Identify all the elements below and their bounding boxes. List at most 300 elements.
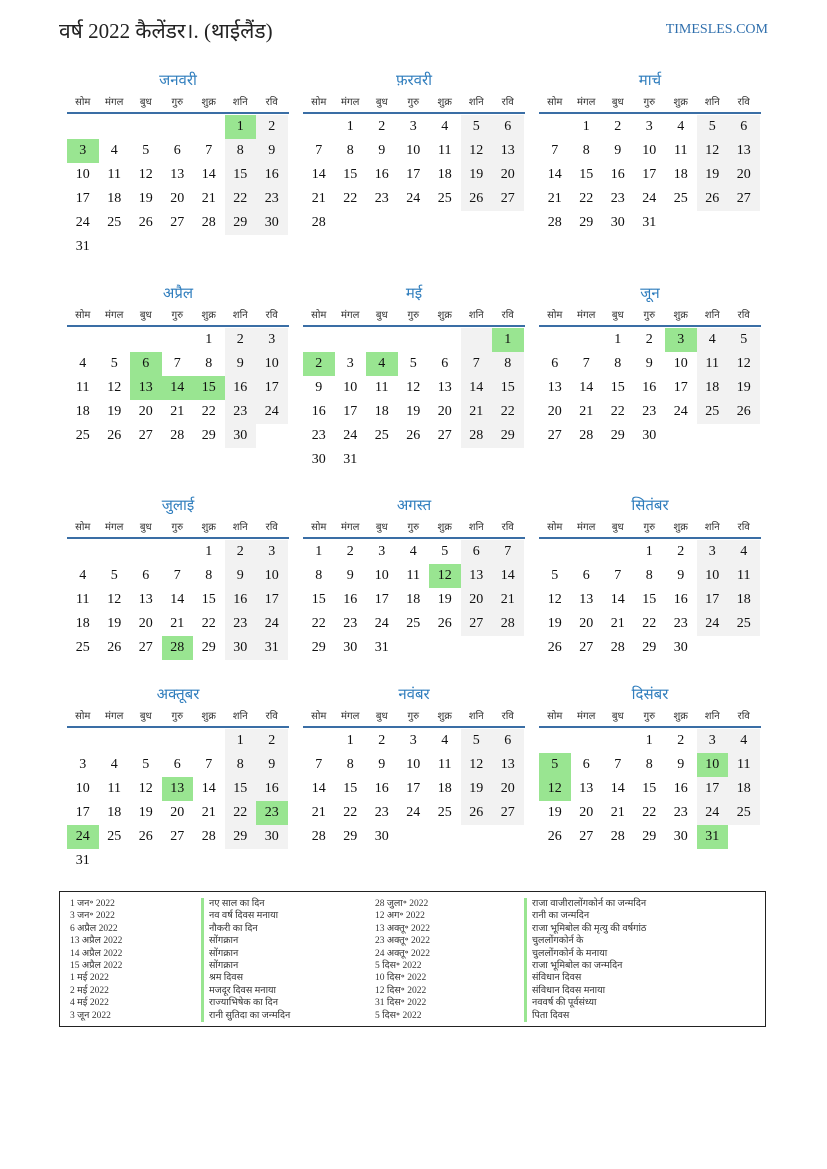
month-name: अक्तूबर [156, 687, 200, 703]
day-cell: 29 [201, 428, 216, 443]
empty-day-cell [130, 328, 162, 352]
empty-day-cell [697, 211, 729, 235]
day-cell: 9 [225, 564, 257, 588]
empty-day-cell [130, 849, 162, 873]
empty-day-cell [162, 328, 194, 352]
day-cell: 7 [614, 568, 622, 583]
day-cell: 23 [642, 404, 657, 419]
day-cell: 9 [225, 352, 257, 376]
day-cell: 9 [256, 753, 288, 777]
day-cell: 13 [138, 592, 153, 607]
day-cell: 24 [374, 616, 389, 631]
week-row [67, 424, 289, 448]
day-cell: 21 [610, 805, 625, 820]
month-block [67, 497, 289, 660]
day-cell: 29 [610, 428, 625, 443]
empty-day-cell [429, 328, 461, 352]
holiday-date: 5 दिस॰ 2022 [375, 1010, 422, 1021]
empty-day-cell [539, 729, 571, 753]
month-name: जनवरी [159, 73, 197, 89]
empty-day-cell [461, 636, 493, 660]
day-cell: 1 [205, 544, 213, 559]
day-cell: 11 [438, 757, 452, 772]
day-cell: 10 [697, 753, 729, 777]
day-cell: 6 [441, 356, 449, 371]
holiday-name: रानी सुतिदा का जन्मदिन [201, 1010, 290, 1022]
day-cell: 7 [173, 356, 181, 371]
day-cell: 22 [610, 404, 625, 419]
weekday-label: रवि [737, 309, 750, 321]
day-cell: 19 [406, 404, 421, 419]
holiday-date: 1 जन॰ 2022 [70, 899, 115, 909]
week-row [303, 729, 525, 753]
day-cell: 30 [225, 636, 257, 660]
day-cell: 18 [107, 805, 122, 820]
weekday-label: गुरु [643, 710, 656, 722]
week-row [303, 825, 525, 849]
day-cell: 2 [614, 119, 622, 134]
holiday-name: संविधान दिवस [524, 972, 646, 984]
weekday-label: शुक्र [437, 309, 452, 321]
day-cell: 26 [547, 829, 562, 844]
day-cell: 1 [614, 332, 622, 347]
day-cell: 27 [170, 829, 185, 844]
empty-day-cell [303, 328, 335, 352]
day-cell: 31 [343, 452, 358, 467]
day-cell: 16 [256, 777, 288, 801]
day-cell: 8 [205, 568, 213, 583]
empty-day-cell [539, 540, 571, 564]
empty-day-cell [539, 328, 571, 352]
day-cell: 14 [610, 592, 625, 607]
day-cell: 10 [374, 568, 389, 583]
day-cell: 15 [579, 167, 594, 182]
day-cell: 14 [170, 592, 185, 607]
day-cell: 24 [697, 612, 729, 636]
empty-day-cell [429, 825, 461, 849]
weekday-label: शुक्र [201, 521, 216, 533]
day-cell: 21 [492, 588, 524, 612]
holiday-date: 28 जुला॰ 2022 [375, 899, 429, 909]
empty-day-cell [99, 729, 131, 753]
day-cell: 29 [343, 829, 358, 844]
weekday-header [539, 515, 761, 536]
day-cell: 28 [201, 215, 216, 230]
empty-day-cell [366, 328, 398, 352]
day-cell: 30 [256, 825, 288, 849]
day-cell: 5 [728, 328, 760, 352]
day-cell: 12 [697, 139, 729, 163]
weekday-label: शनि [704, 96, 720, 108]
day-cell: 18 [406, 592, 421, 607]
day-cell: 18 [697, 376, 729, 400]
weekday-label: शुक्र [201, 96, 216, 108]
day-cell: 5 [142, 757, 150, 772]
week-row [539, 424, 761, 448]
week-row [303, 777, 525, 801]
holiday-date: 3 जन॰ 2022 [70, 911, 115, 922]
day-cell: 1 [582, 119, 590, 134]
day-cell: 19 [728, 376, 760, 400]
empty-day-cell [162, 729, 194, 753]
empty-day-cell [162, 540, 194, 564]
day-cell: 13 [579, 592, 594, 607]
week-row [303, 540, 525, 564]
day-cell: 24 [673, 404, 688, 419]
day-cell: 10 [406, 757, 421, 772]
weekday-header [67, 303, 289, 324]
week-row [303, 448, 525, 472]
holiday-date: 12 दिस॰ 2022 [375, 985, 427, 996]
day-cell: 11 [107, 167, 121, 182]
empty-day-cell [571, 328, 603, 352]
empty-day-cell [67, 115, 99, 139]
day-cell: 24 [406, 191, 421, 206]
day-cell: 24 [697, 801, 729, 825]
week-row [303, 424, 525, 448]
weekday-label: शुक्र [201, 710, 216, 722]
day-cell: 18 [728, 777, 760, 801]
empty-day-cell [366, 211, 398, 235]
day-cell: 21 [610, 616, 625, 631]
day-cell: 23 [374, 805, 389, 820]
header-rule [67, 325, 289, 327]
day-cell: 3 [378, 544, 386, 559]
weekday-header [539, 704, 761, 725]
day-cell: 22 [579, 191, 594, 206]
empty-day-cell [335, 328, 367, 352]
empty-day-cell [697, 636, 729, 660]
day-cell: 27 [461, 612, 493, 636]
day-cell: 26 [461, 801, 493, 825]
holiday-name: राज्याभिषेक का दिन [201, 997, 290, 1009]
day-cell: 17 [642, 167, 657, 182]
empty-day-cell [303, 115, 335, 139]
empty-day-cell [130, 235, 162, 259]
day-cell: 17 [343, 404, 358, 419]
day-cell: 5 [551, 568, 559, 583]
day-cell: 13 [130, 376, 162, 400]
empty-day-cell [398, 636, 430, 660]
day-cell: 15 [225, 777, 257, 801]
week-row [539, 352, 761, 376]
holiday-name: पिता दिवस [524, 1010, 646, 1022]
weekday-label: शुक्र [437, 521, 452, 533]
day-cell: 12 [107, 592, 122, 607]
weekday-label: मंगल [105, 710, 124, 722]
weekday-label: सोम [311, 96, 327, 108]
week-row [67, 328, 289, 352]
day-cell: 20 [170, 191, 185, 206]
day-cell: 2 [256, 729, 288, 753]
weekday-header [303, 90, 525, 111]
day-cell: 15 [642, 592, 657, 607]
empty-day-cell [461, 328, 493, 352]
day-cell: 6 [173, 143, 181, 158]
empty-day-cell [193, 849, 225, 873]
day-cell: 6 [551, 356, 559, 371]
day-cell: 22 [343, 191, 358, 206]
empty-day-cell [99, 328, 131, 352]
empty-day-cell [492, 636, 524, 660]
day-cell: 26 [107, 428, 122, 443]
weekday-label: गुरु [407, 96, 420, 108]
week-row [67, 376, 289, 400]
day-cell: 3 [256, 540, 288, 564]
day-cell: 9 [315, 380, 323, 395]
holiday-date: 13 अप्रैल 2022 [70, 936, 123, 947]
day-cell: 5 [409, 356, 417, 371]
week-row [67, 352, 289, 376]
day-cell: 24 [256, 612, 288, 636]
day-cell: 7 [315, 143, 323, 158]
day-cell: 24 [75, 215, 90, 230]
day-cell: 26 [437, 616, 452, 631]
holiday-name: राजा भूमिबोल का जन्मदिन [524, 960, 646, 972]
day-cell: 12 [728, 352, 760, 376]
day-cell: 27 [728, 187, 760, 211]
weekday-label: रवि [501, 96, 514, 108]
day-cell: 6 [492, 115, 524, 139]
week-row [539, 825, 761, 849]
day-cell: 30 [673, 640, 688, 655]
day-cell: 28 [162, 636, 194, 660]
holiday-name: मजदूर दिवस मनाया [201, 985, 290, 997]
empty-day-cell [193, 235, 225, 259]
day-cell: 19 [547, 805, 562, 820]
week-row [67, 115, 289, 139]
day-cell: 6 [461, 540, 493, 564]
day-cell: 27 [170, 215, 185, 230]
day-cell: 28 [311, 215, 326, 230]
holiday-name: नए साल का दिन [201, 898, 290, 910]
day-cell: 27 [138, 428, 153, 443]
day-cell: 21 [547, 191, 562, 206]
day-cell: 11 [697, 352, 729, 376]
empty-day-cell [461, 211, 493, 235]
day-cell: 8 [346, 143, 354, 158]
day-cell: 4 [110, 143, 118, 158]
weekday-label: सोम [547, 96, 563, 108]
header-rule [303, 325, 525, 327]
weekday-label: बुध [375, 710, 388, 722]
day-cell: 21 [201, 805, 216, 820]
day-cell: 25 [75, 428, 90, 443]
weekday-label: सोम [75, 521, 91, 533]
day-cell: 14 [492, 564, 524, 588]
empty-day-cell [99, 540, 131, 564]
day-cell: 29 [201, 640, 216, 655]
day-cell: 16 [311, 404, 326, 419]
empty-day-cell [162, 115, 194, 139]
empty-day-cell [303, 729, 335, 753]
day-cell: 25 [673, 191, 688, 206]
day-cell: 26 [728, 400, 760, 424]
weekday-header [67, 704, 289, 725]
day-cell: 8 [645, 757, 653, 772]
day-cell: 6 [142, 568, 150, 583]
empty-day-cell [602, 540, 634, 564]
weekday-label: शुक्र [673, 521, 688, 533]
day-cell: 7 [582, 356, 590, 371]
weekday-label: शनि [468, 96, 484, 108]
month-name: अप्रैल [162, 286, 194, 302]
day-cell: 31 [642, 215, 657, 230]
site-link[interactable]: TIMESLES.COM [665, 22, 768, 37]
day-cell: 14 [311, 167, 326, 182]
day-cell: 25 [406, 616, 421, 631]
day-cell: 10 [642, 143, 657, 158]
day-cell: 9 [378, 757, 386, 772]
day-cell: 2 [677, 733, 685, 748]
day-cell: 8 [205, 356, 213, 371]
day-cell: 27 [437, 428, 452, 443]
day-cell: 11 [76, 380, 90, 395]
empty-day-cell [571, 540, 603, 564]
week-row [539, 777, 761, 801]
day-cell: 25 [374, 428, 389, 443]
header-rule [539, 726, 761, 728]
day-cell: 19 [547, 616, 562, 631]
month-name: फ़रवरी [395, 73, 433, 89]
day-cell: 30 [610, 215, 625, 230]
day-cell: 6 [582, 757, 590, 772]
weekday-label: शनि [468, 710, 484, 722]
empty-day-cell [130, 540, 162, 564]
day-cell: 14 [201, 781, 216, 796]
day-cell: 1 [225, 115, 257, 139]
day-cell: 3 [697, 729, 729, 753]
day-cell: 8 [315, 568, 323, 583]
day-cell: 23 [374, 191, 389, 206]
day-cell: 12 [429, 564, 461, 588]
day-cell: 17 [673, 380, 688, 395]
holiday-name: सोंगक्रान [201, 960, 290, 972]
day-cell: 21 [579, 404, 594, 419]
day-cell: 11 [107, 781, 121, 796]
weekday-label: गुरु [407, 309, 420, 321]
empty-day-cell [429, 211, 461, 235]
month-block [539, 72, 761, 235]
day-cell: 17 [75, 805, 90, 820]
weekday-label: मंगल [577, 521, 596, 533]
weekday-label: बुध [375, 521, 388, 533]
day-cell: 15 [642, 781, 657, 796]
empty-day-cell [492, 825, 524, 849]
day-cell: 16 [256, 163, 288, 187]
day-cell: 22 [201, 616, 216, 631]
day-cell: 26 [138, 215, 153, 230]
day-cell: 25 [697, 400, 729, 424]
empty-day-cell [366, 448, 398, 472]
day-cell: 17 [697, 588, 729, 612]
day-cell: 22 [642, 616, 657, 631]
weekday-label: मंगल [577, 710, 596, 722]
day-cell: 26 [697, 187, 729, 211]
day-cell: 15 [343, 167, 358, 182]
day-cell: 19 [461, 163, 493, 187]
week-row [539, 729, 761, 753]
holiday-name: सोंगक्रान [201, 935, 290, 947]
day-cell: 3 [409, 119, 417, 134]
month-block [303, 72, 525, 235]
day-cell: 13 [579, 781, 594, 796]
month-name: मार्च [638, 73, 662, 89]
day-cell: 1 [205, 332, 213, 347]
month-block [303, 285, 525, 472]
day-cell: 22 [225, 801, 257, 825]
day-cell: 21 [311, 191, 326, 206]
month-name: मई [405, 286, 423, 302]
day-cell: 4 [79, 356, 87, 371]
weekday-label: रवि [265, 309, 278, 321]
day-cell: 15 [492, 376, 524, 400]
day-cell: 7 [173, 568, 181, 583]
day-cell: 21 [311, 805, 326, 820]
day-cell: 25 [107, 215, 122, 230]
empty-day-cell [429, 448, 461, 472]
week-row [539, 328, 761, 352]
day-cell: 6 [130, 352, 162, 376]
weekday-label: शनि [468, 521, 484, 533]
day-cell: 20 [547, 404, 562, 419]
weekday-label: रवि [501, 521, 514, 533]
day-cell: 22 [311, 616, 326, 631]
month-name: जुलाई [161, 498, 195, 514]
day-cell: 13 [461, 564, 493, 588]
week-row [303, 801, 525, 825]
month-name: अगस्त [396, 498, 432, 514]
day-cell: 7 [315, 757, 323, 772]
empty-day-cell [67, 328, 99, 352]
week-row [303, 400, 525, 424]
day-cell: 31 [374, 640, 389, 655]
empty-day-cell [539, 115, 571, 139]
holiday-date: 12 अग॰ 2022 [375, 911, 425, 922]
legend-name-column [524, 898, 646, 1022]
day-cell: 7 [551, 143, 559, 158]
day-cell: 19 [461, 777, 493, 801]
holiday-date: 23 अक्तू॰ 2022 [375, 936, 431, 947]
legend-name-column [201, 898, 290, 1022]
day-cell: 10 [75, 781, 90, 796]
month-name: जून [640, 286, 660, 302]
day-cell: 8 [614, 356, 622, 371]
day-cell: 7 [205, 757, 213, 772]
day-cell: 29 [492, 424, 524, 448]
day-cell: 2 [225, 328, 257, 352]
empty-day-cell [697, 424, 729, 448]
weekday-label: शनि [704, 710, 720, 722]
day-cell: 29 [225, 211, 257, 235]
day-cell: 28 [201, 829, 216, 844]
day-cell: 10 [673, 356, 688, 371]
empty-day-cell [162, 235, 194, 259]
holiday-date: 1 मई 2022 [70, 973, 109, 984]
day-cell: 2 [378, 733, 386, 748]
day-cell: 12 [461, 753, 493, 777]
holiday-name: सोंगक्रान [201, 948, 290, 960]
holiday-name: रानी का जन्मदिन [524, 910, 646, 922]
day-cell: 17 [256, 588, 288, 612]
day-cell: 5 [697, 115, 729, 139]
day-cell: 29 [642, 640, 657, 655]
day-cell: 19 [138, 805, 153, 820]
header-rule [539, 537, 761, 539]
day-cell: 10 [406, 143, 421, 158]
day-cell: 3 [645, 119, 653, 134]
day-cell: 31 [75, 239, 90, 254]
